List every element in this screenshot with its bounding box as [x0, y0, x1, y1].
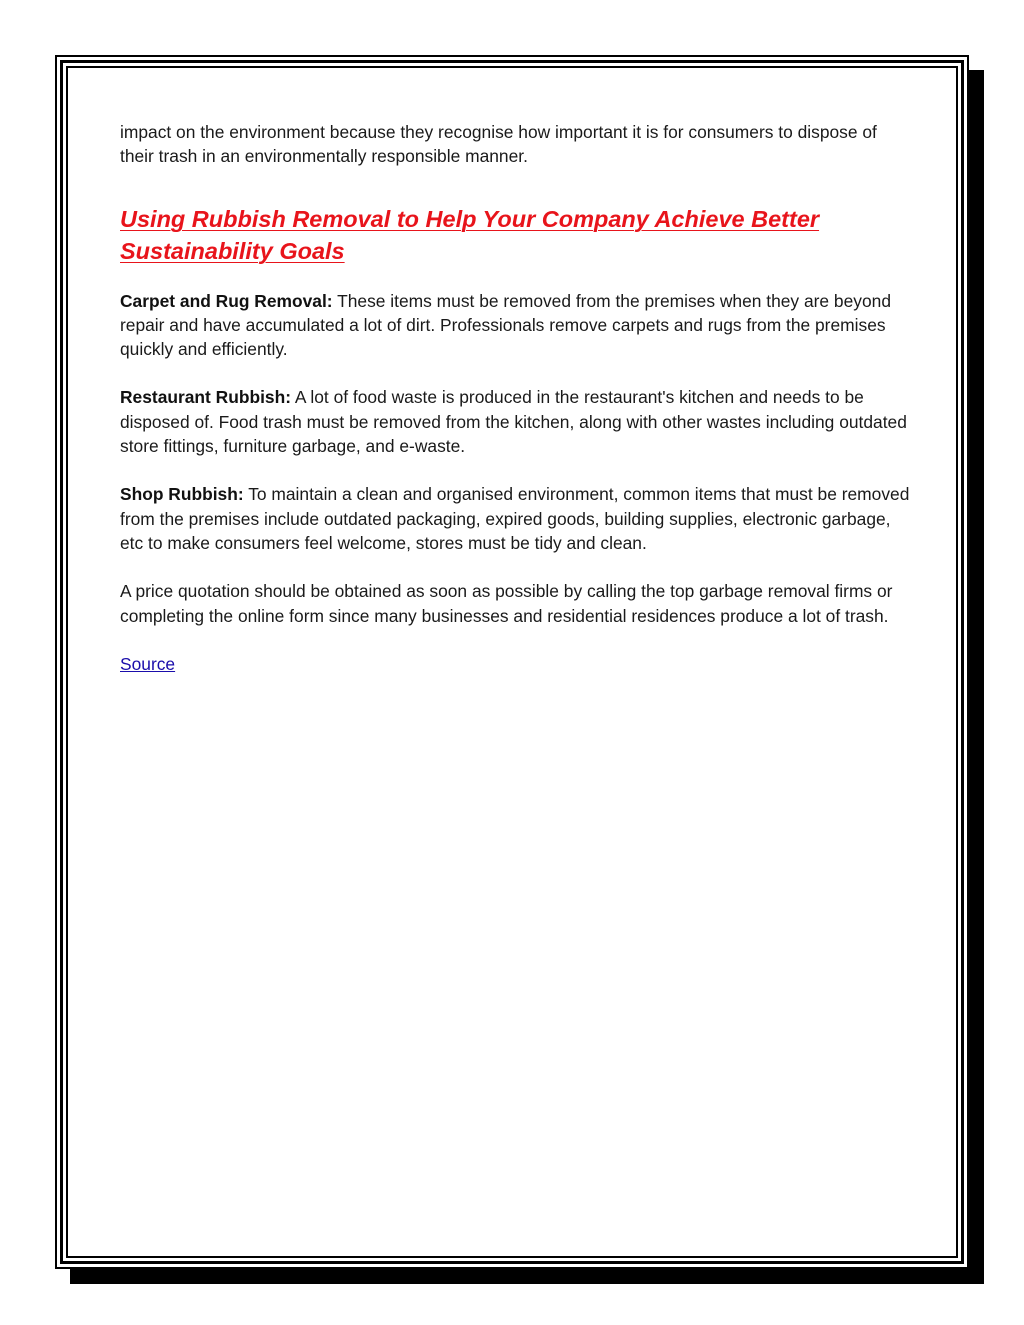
paragraph-carpet-rug-removal: [120, 289, 910, 362]
intro-paragraph: impact on the environment because they recognise how important it is for consumers to dispose of their trash in an environmentally responsible manner.: [120, 122, 877, 167]
source-paragraph: [120, 652, 910, 676]
paragraph-label: Restaurant Rubbish:: [120, 387, 292, 408]
paragraph-shop-rubbish: [120, 482, 910, 555]
closing-paragraph: A price quotation should be obtained as soon as possible by calling the top garbage removal firms or completing the online form since many businesses and residential residences produce a lot of trash.: [120, 581, 893, 626]
paragraph-text: These items must be removed from the premises when they are beyond repair and have accumulated a lot of dirt. Professionals remove carpets and rugs from the premises quickly and efficiently.: [120, 290, 891, 360]
document-body: [120, 120, 910, 676]
section-heading: Using Rubbish Removal to Help Your Company Achieve Better Sustainability Goals: [120, 205, 820, 264]
paragraph-label: Shop Rubbish:: [120, 484, 244, 505]
paragraph-label: Carpet and Rug Removal:: [120, 290, 333, 311]
paragraph-text: To maintain a clean and organised environment, common items that must be removed from the premises include outdated packaging, expired goods, building supplies, electronic garbage, etc to make consumers feel welcome, stores must be tidy and clean.: [120, 484, 910, 553]
paragraph-restaurant-rubbish: [120, 385, 910, 458]
source-link[interactable]: Source: [120, 653, 176, 674]
paragraph-text: A lot of food waste is produced in the restaurant's kitchen and needs to be disposed of. Food trash must be removed from the kitchen, along with other wastes including outdated store fittings, furniture garbage, and e-waste.: [120, 387, 907, 457]
